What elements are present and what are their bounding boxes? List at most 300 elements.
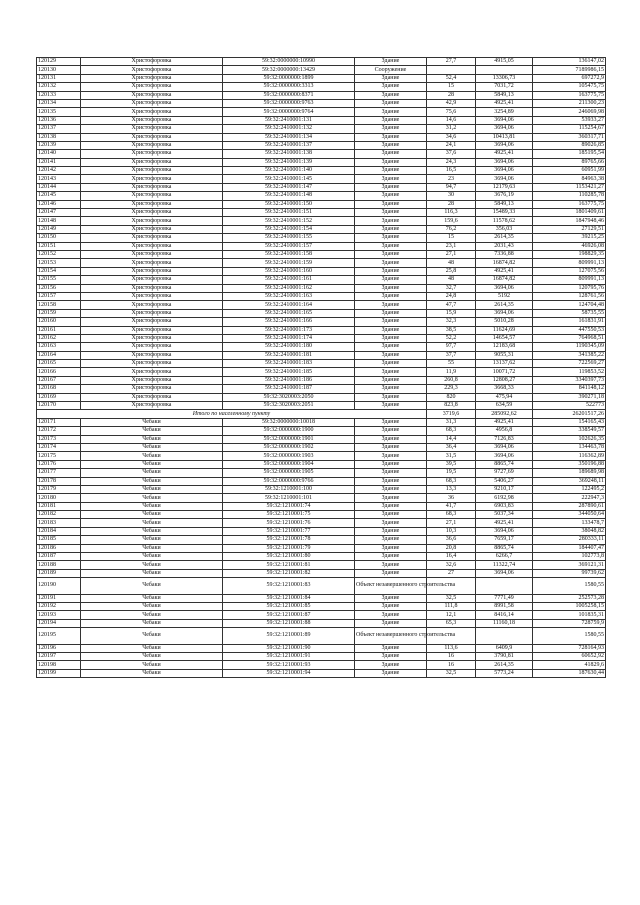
table-cell: 120157	[37, 292, 81, 300]
table-cell: 48	[427, 276, 476, 284]
table-cell: 59:32:2410001:132	[223, 125, 355, 133]
table-cell: 133478,7	[533, 519, 606, 527]
table-cell: 84963,38	[533, 175, 606, 183]
table-cell: Здание	[355, 234, 427, 242]
table-cell: 10071,72	[476, 368, 533, 376]
table-cell: Чебаки	[81, 594, 223, 602]
table-cell: Чебаки	[81, 652, 223, 660]
table-cell: 59:32:2410001:138	[223, 150, 355, 158]
table-cell: 25,8	[427, 267, 476, 275]
table-row	[37, 628, 606, 644]
table-cell: 198829,35	[533, 250, 606, 258]
table-cell: 120135	[37, 108, 81, 116]
table-cell: 15	[427, 234, 476, 242]
table-cell: 189689,98	[533, 469, 606, 477]
table-cell: 4925,41	[476, 418, 533, 426]
table-row	[37, 334, 606, 342]
table-cell: Здание	[355, 502, 427, 510]
table-cell: 16874,82	[476, 276, 533, 284]
table-cell: Чебаки	[81, 452, 223, 460]
table-cell: Христофоровка	[81, 133, 223, 141]
table-cell: 4925,41	[476, 99, 533, 107]
table-cell: 2614,35	[476, 301, 533, 309]
table-cell: 697272,9	[533, 74, 606, 82]
table-cell: Здание	[355, 133, 427, 141]
table-cell: 59:32:3020003:2051	[223, 402, 355, 410]
table-cell: 59:32:1210001:77	[223, 527, 355, 535]
table-cell: Здание	[355, 91, 427, 99]
table-cell: 14,6	[427, 116, 476, 124]
table-row	[37, 217, 606, 225]
table-cell: Христофоровка	[81, 318, 223, 326]
table-cell: 120162	[37, 334, 81, 342]
table-cell: 32,6	[427, 561, 476, 569]
table-cell: 120147	[37, 209, 81, 217]
table-cell: 120145	[37, 192, 81, 200]
table-cell: Христофоровка	[81, 108, 223, 116]
table-cell: 4925,41	[476, 150, 533, 158]
table-cell: 89765,66	[533, 158, 606, 166]
data-table	[36, 57, 606, 678]
table-cell	[476, 628, 533, 644]
table-cell: 4915,05	[476, 58, 533, 66]
table-cell: Христофоровка	[81, 99, 223, 107]
table-cell: 122495,2	[533, 485, 606, 493]
table-cell: 280333,11	[533, 536, 606, 544]
table-cell: 187630,44	[533, 669, 606, 677]
table-cell: Чебаки	[81, 578, 223, 594]
table-cell: Христофоровка	[81, 200, 223, 208]
table-cell: 120134	[37, 99, 81, 107]
table-cell: Христофоровка	[81, 393, 223, 401]
table-cell: 7771,49	[476, 594, 533, 602]
table-row	[37, 284, 606, 292]
table-cell: 58735,55	[533, 309, 606, 317]
table-cell: 60652,92	[533, 652, 606, 660]
table-cell: Христофоровка	[81, 309, 223, 317]
table-cell: Здание	[355, 402, 427, 410]
table-cell: 59:32:2410001:140	[223, 167, 355, 175]
table-cell: Христофоровка	[81, 326, 223, 334]
table-cell: Чебаки	[81, 519, 223, 527]
table-cell: 163775,75	[533, 91, 606, 99]
table-cell: 59:32:2410001:147	[223, 183, 355, 191]
total-cell: 26201517,26	[533, 410, 606, 418]
table-cell: Здание	[355, 603, 427, 611]
table-cell: 390271,18	[533, 393, 606, 401]
table-cell: Объект незавершенного строительства	[355, 578, 427, 594]
table-cell: 120139	[37, 141, 81, 149]
table-row	[37, 175, 606, 183]
table-cell: 68,3	[427, 427, 476, 435]
table-cell: 5406,27	[476, 477, 533, 485]
table-cell: Христофоровка	[81, 402, 223, 410]
table-row	[37, 553, 606, 561]
table-cell: 59:32:2410001:164	[223, 301, 355, 309]
table-cell: 14654,57	[476, 334, 533, 342]
table-cell: 30	[427, 192, 476, 200]
table-cell: 120165	[37, 360, 81, 368]
table-cell: 59:32:1210001:79	[223, 544, 355, 552]
table-cell: 101835,31	[533, 611, 606, 619]
table-cell: Христофоровка	[81, 234, 223, 242]
table-cell: Здание	[355, 536, 427, 544]
table-cell: Здание	[355, 427, 427, 435]
table-cell: 120144	[37, 183, 81, 191]
table-cell: Здание	[355, 351, 427, 359]
table-cell: 120189	[37, 569, 81, 577]
table-cell: 59:32:2410001:158	[223, 250, 355, 258]
table-cell: 3694,06	[476, 452, 533, 460]
table-cell: 13137,62	[476, 360, 533, 368]
table-cell: 6266,7	[476, 553, 533, 561]
table-cell: 5849,13	[476, 200, 533, 208]
table-cell: 120132	[37, 83, 81, 91]
table-cell: Здание	[355, 360, 427, 368]
table-cell: Здание	[355, 418, 427, 426]
table-cell: 120199	[37, 669, 81, 677]
table-cell: Здание	[355, 334, 427, 342]
table-cell: 5192	[476, 292, 533, 300]
table-cell: 3668,33	[476, 385, 533, 393]
table-cell: 3694,06	[476, 141, 533, 149]
table-cell: 360317,71	[533, 133, 606, 141]
table-cell: Христофоровка	[81, 83, 223, 91]
table-row	[37, 276, 606, 284]
table-cell: 120193	[37, 611, 81, 619]
table-cell: 11578,62	[476, 217, 533, 225]
table-cell: 6192,98	[476, 494, 533, 502]
table-cell: 65,3	[427, 619, 476, 627]
table-cell: 764968,51	[533, 334, 606, 342]
table-cell: 120141	[37, 158, 81, 166]
table-cell: 9727,69	[476, 469, 533, 477]
table-cell: 120159	[37, 309, 81, 317]
table-cell: Объект незавершенного строительства	[355, 628, 427, 644]
table-cell: Христофоровка	[81, 158, 223, 166]
table-cell: 59:32:1210001:80	[223, 553, 355, 561]
table-cell: Чебаки	[81, 661, 223, 669]
table-cell: Здание	[355, 74, 427, 82]
table-cell: Чебаки	[81, 485, 223, 493]
table-row	[37, 669, 606, 677]
table-cell: 246069,98	[533, 108, 606, 116]
table-cell: Здание	[355, 175, 427, 183]
table-cell: 136147,02	[533, 58, 606, 66]
table-cell: 23,1	[427, 242, 476, 250]
table-cell: Чебаки	[81, 443, 223, 451]
total-cell: 285092,62	[476, 410, 533, 418]
table-cell	[476, 66, 533, 74]
table-row	[37, 167, 606, 175]
table-cell: 59:32:2410001:155	[223, 234, 355, 242]
table-cell: Сооружение	[355, 66, 427, 74]
table-cell: 59:32:2410001:173	[223, 326, 355, 334]
table-row	[37, 594, 606, 602]
table-cell: Христофоровка	[81, 175, 223, 183]
table-cell: Христофоровка	[81, 150, 223, 158]
table-cell: 120167	[37, 376, 81, 384]
table-cell: Христофоровка	[81, 334, 223, 342]
table-cell: 59:32:2410001:185	[223, 368, 355, 376]
table-cell: 99739,62	[533, 569, 606, 577]
table-row	[37, 418, 606, 426]
table-cell: 59:32:1210001:90	[223, 644, 355, 652]
table-cell: 24,1	[427, 141, 476, 149]
table-cell: Здание	[355, 511, 427, 519]
table-row	[37, 116, 606, 124]
table-cell: 159,6	[427, 217, 476, 225]
table-cell: 1580,55	[533, 628, 606, 644]
table-cell: 59:32:1210001:84	[223, 594, 355, 602]
table-cell: 59:32:0000000:1902	[223, 443, 355, 451]
table-cell: 16,4	[427, 553, 476, 561]
table-cell: 1153421,27	[533, 183, 606, 191]
table-cell: 184407,47	[533, 544, 606, 552]
table-cell: 120138	[37, 133, 81, 141]
table-cell: 59:32:0000000:1903	[223, 452, 355, 460]
table-row	[37, 385, 606, 393]
table-cell: 105475,75	[533, 83, 606, 91]
table-cell: 59:32:2410001:180	[223, 343, 355, 351]
table-cell: Здание	[355, 393, 427, 401]
table-cell: 120172	[37, 427, 81, 435]
table-row	[37, 292, 606, 300]
table-cell: Здание	[355, 284, 427, 292]
table-cell: 27,7	[427, 58, 476, 66]
table-cell: 120182	[37, 511, 81, 519]
table-cell: 59:32:2410001:152	[223, 217, 355, 225]
table-cell: 110285,78	[533, 192, 606, 200]
table-cell: 3694,06	[476, 167, 533, 175]
table-cell: 59:32:0000000:1900	[223, 427, 355, 435]
table-cell: 5849,13	[476, 91, 533, 99]
table-body	[37, 58, 606, 678]
table-cell: 3694,06	[476, 116, 533, 124]
table-cell: 120195	[37, 628, 81, 644]
table-cell: 120168	[37, 385, 81, 393]
table-cell: 59:32:0000000:9763	[223, 99, 355, 107]
table-row	[37, 209, 606, 217]
table-cell: 3254,89	[476, 108, 533, 116]
table-row	[37, 661, 606, 669]
table-cell: 820	[427, 393, 476, 401]
table-cell: 55	[427, 360, 476, 368]
table-row	[37, 435, 606, 443]
table-cell: 5010,28	[476, 318, 533, 326]
table-cell: 27	[427, 569, 476, 577]
table-cell: 128761,56	[533, 292, 606, 300]
table-cell: 59:32:1210001:83	[223, 578, 355, 594]
table-cell: 59:32:1210001:76	[223, 519, 355, 527]
table-row	[37, 309, 606, 317]
table-row	[37, 469, 606, 477]
table-cell: 120140	[37, 150, 81, 158]
table-cell: 120160	[37, 318, 81, 326]
table-row	[37, 108, 606, 116]
table-cell: Чебаки	[81, 427, 223, 435]
table-row	[37, 301, 606, 309]
table-row	[37, 141, 606, 149]
table-cell: 3790,81	[476, 652, 533, 660]
table-row	[37, 225, 606, 233]
table-cell: 28	[427, 200, 476, 208]
table-row	[37, 443, 606, 451]
table-row	[37, 99, 606, 107]
table-cell: 120133	[37, 91, 81, 99]
table-cell: 4925,41	[476, 519, 533, 527]
table-cell: 59:32:2410001:183	[223, 360, 355, 368]
table-cell: 2031,43	[476, 242, 533, 250]
table-cell: 120149	[37, 225, 81, 233]
table-cell: 59:32:1210001:87	[223, 611, 355, 619]
table-row	[37, 402, 606, 410]
table-cell: 37,7	[427, 351, 476, 359]
table-row	[37, 644, 606, 652]
table-cell: 19,5	[427, 469, 476, 477]
table-row	[37, 91, 606, 99]
table-cell: Здание	[355, 141, 427, 149]
table-cell: 8416,14	[476, 611, 533, 619]
table-cell: Христофоровка	[81, 217, 223, 225]
table-cell: Здание	[355, 209, 427, 217]
table-cell: Христофоровка	[81, 225, 223, 233]
table-cell: 94,7	[427, 183, 476, 191]
table-cell: Чебаки	[81, 477, 223, 485]
table-cell: 356,03	[476, 225, 533, 233]
table-cell: 59:32:2410001:174	[223, 334, 355, 342]
table-cell: Здание	[355, 192, 427, 200]
table-cell: 68,3	[427, 477, 476, 485]
table-cell: 47,7	[427, 301, 476, 309]
table-cell: Здание	[355, 116, 427, 124]
table-cell: 120171	[37, 418, 81, 426]
table-cell: 59:32:2410001:131	[223, 116, 355, 124]
table-row	[37, 125, 606, 133]
table-cell: Здание	[355, 544, 427, 552]
table-cell: 120181	[37, 502, 81, 510]
table-cell: Здание	[355, 292, 427, 300]
table-row	[37, 652, 606, 660]
table-cell: 11160,18	[476, 619, 533, 627]
table-row	[37, 200, 606, 208]
table-cell: 59:32:0000000:8371	[223, 91, 355, 99]
table-cell: 120185	[37, 536, 81, 544]
table-cell: Христофоровка	[81, 343, 223, 351]
table-cell: Здание	[355, 594, 427, 602]
table-cell: Здание	[355, 460, 427, 468]
table-cell: Здание	[355, 125, 427, 133]
table-cell: 59:32:1210001:91	[223, 652, 355, 660]
table-cell: 3694,06	[476, 158, 533, 166]
table-cell: 16	[427, 661, 476, 669]
table-cell: 60951,99	[533, 167, 606, 175]
table-cell: 59:32:2410001:154	[223, 225, 355, 233]
table-cell: 59:32:1210001:82	[223, 569, 355, 577]
table-cell: Чебаки	[81, 569, 223, 577]
table-row	[37, 318, 606, 326]
table-cell: 120190	[37, 578, 81, 594]
table-row	[37, 183, 606, 191]
table-cell: Чебаки	[81, 603, 223, 611]
table-cell: Здание	[355, 150, 427, 158]
table-cell: 12179,63	[476, 183, 533, 191]
total-cell: 3719,6	[427, 410, 476, 418]
table-cell: 24,8	[427, 292, 476, 300]
table-cell: 59:32:0000000:1899	[223, 74, 355, 82]
table-cell: Христофоровка	[81, 351, 223, 359]
table-cell: 111,8	[427, 603, 476, 611]
table-cell: 10413,81	[476, 133, 533, 141]
table-cell: 59:32:2410001:145	[223, 175, 355, 183]
table-cell: 27,1	[427, 519, 476, 527]
table-cell: 120174	[37, 443, 81, 451]
table-cell: 728164,93	[533, 644, 606, 652]
table-cell: 36,6	[427, 536, 476, 544]
table-cell: 163775,75	[533, 200, 606, 208]
table-cell: Здание	[355, 225, 427, 233]
table-cell: 3694,06	[476, 175, 533, 183]
table-cell: 1847948,46	[533, 217, 606, 225]
table-cell: 6409,9	[476, 644, 533, 652]
table-cell: 3694,06	[476, 309, 533, 317]
table-cell: Чебаки	[81, 511, 223, 519]
table-cell: Здание	[355, 368, 427, 376]
table-row	[37, 485, 606, 493]
table-cell: 120131	[37, 74, 81, 82]
table-cell: 120187	[37, 553, 81, 561]
table-cell: 3694,06	[476, 527, 533, 535]
table-row	[37, 536, 606, 544]
table-cell: 28	[427, 91, 476, 99]
table-cell: 59:32:1210001:101	[223, 494, 355, 502]
table-cell: 120143	[37, 175, 81, 183]
table-cell: 120129	[37, 58, 81, 66]
table-cell: Здание	[355, 553, 427, 561]
table-cell: 120156	[37, 284, 81, 292]
table-cell: 59:32:2410001:186	[223, 376, 355, 384]
table-cell: 27129,51	[533, 225, 606, 233]
table-cell: 8991,58	[476, 603, 533, 611]
table-cell: Здание	[355, 569, 427, 577]
table-cell: 59:32:0000000:1904	[223, 460, 355, 468]
table-cell: Здание	[355, 619, 427, 627]
table-cell: Здание	[355, 527, 427, 535]
table-row	[37, 477, 606, 485]
table-cell: Здание	[355, 309, 427, 317]
table-cell: 116,3	[427, 209, 476, 217]
table-cell: 31,2	[427, 125, 476, 133]
table-cell: 120180	[37, 494, 81, 502]
table-cell: 252573,28	[533, 594, 606, 602]
table-cell: 52,4	[427, 74, 476, 82]
table-cell: Чебаки	[81, 561, 223, 569]
table-cell: 120153	[37, 259, 81, 267]
table-cell: Христофоровка	[81, 183, 223, 191]
table-cell: 59:32:1210001:100	[223, 485, 355, 493]
table-cell: 341385,22	[533, 351, 606, 359]
table-cell: Христофоровка	[81, 284, 223, 292]
table-cell: 120196	[37, 644, 81, 652]
table-row	[37, 360, 606, 368]
table-cell: Здание	[355, 611, 427, 619]
table-cell: 120154	[37, 267, 81, 275]
table-cell: 5037,34	[476, 511, 533, 519]
table-cell: Здание	[355, 435, 427, 443]
table-cell: 59:32:0000000:3313	[223, 83, 355, 91]
table-cell: 119853,52	[533, 368, 606, 376]
table-cell: 15,9	[427, 309, 476, 317]
